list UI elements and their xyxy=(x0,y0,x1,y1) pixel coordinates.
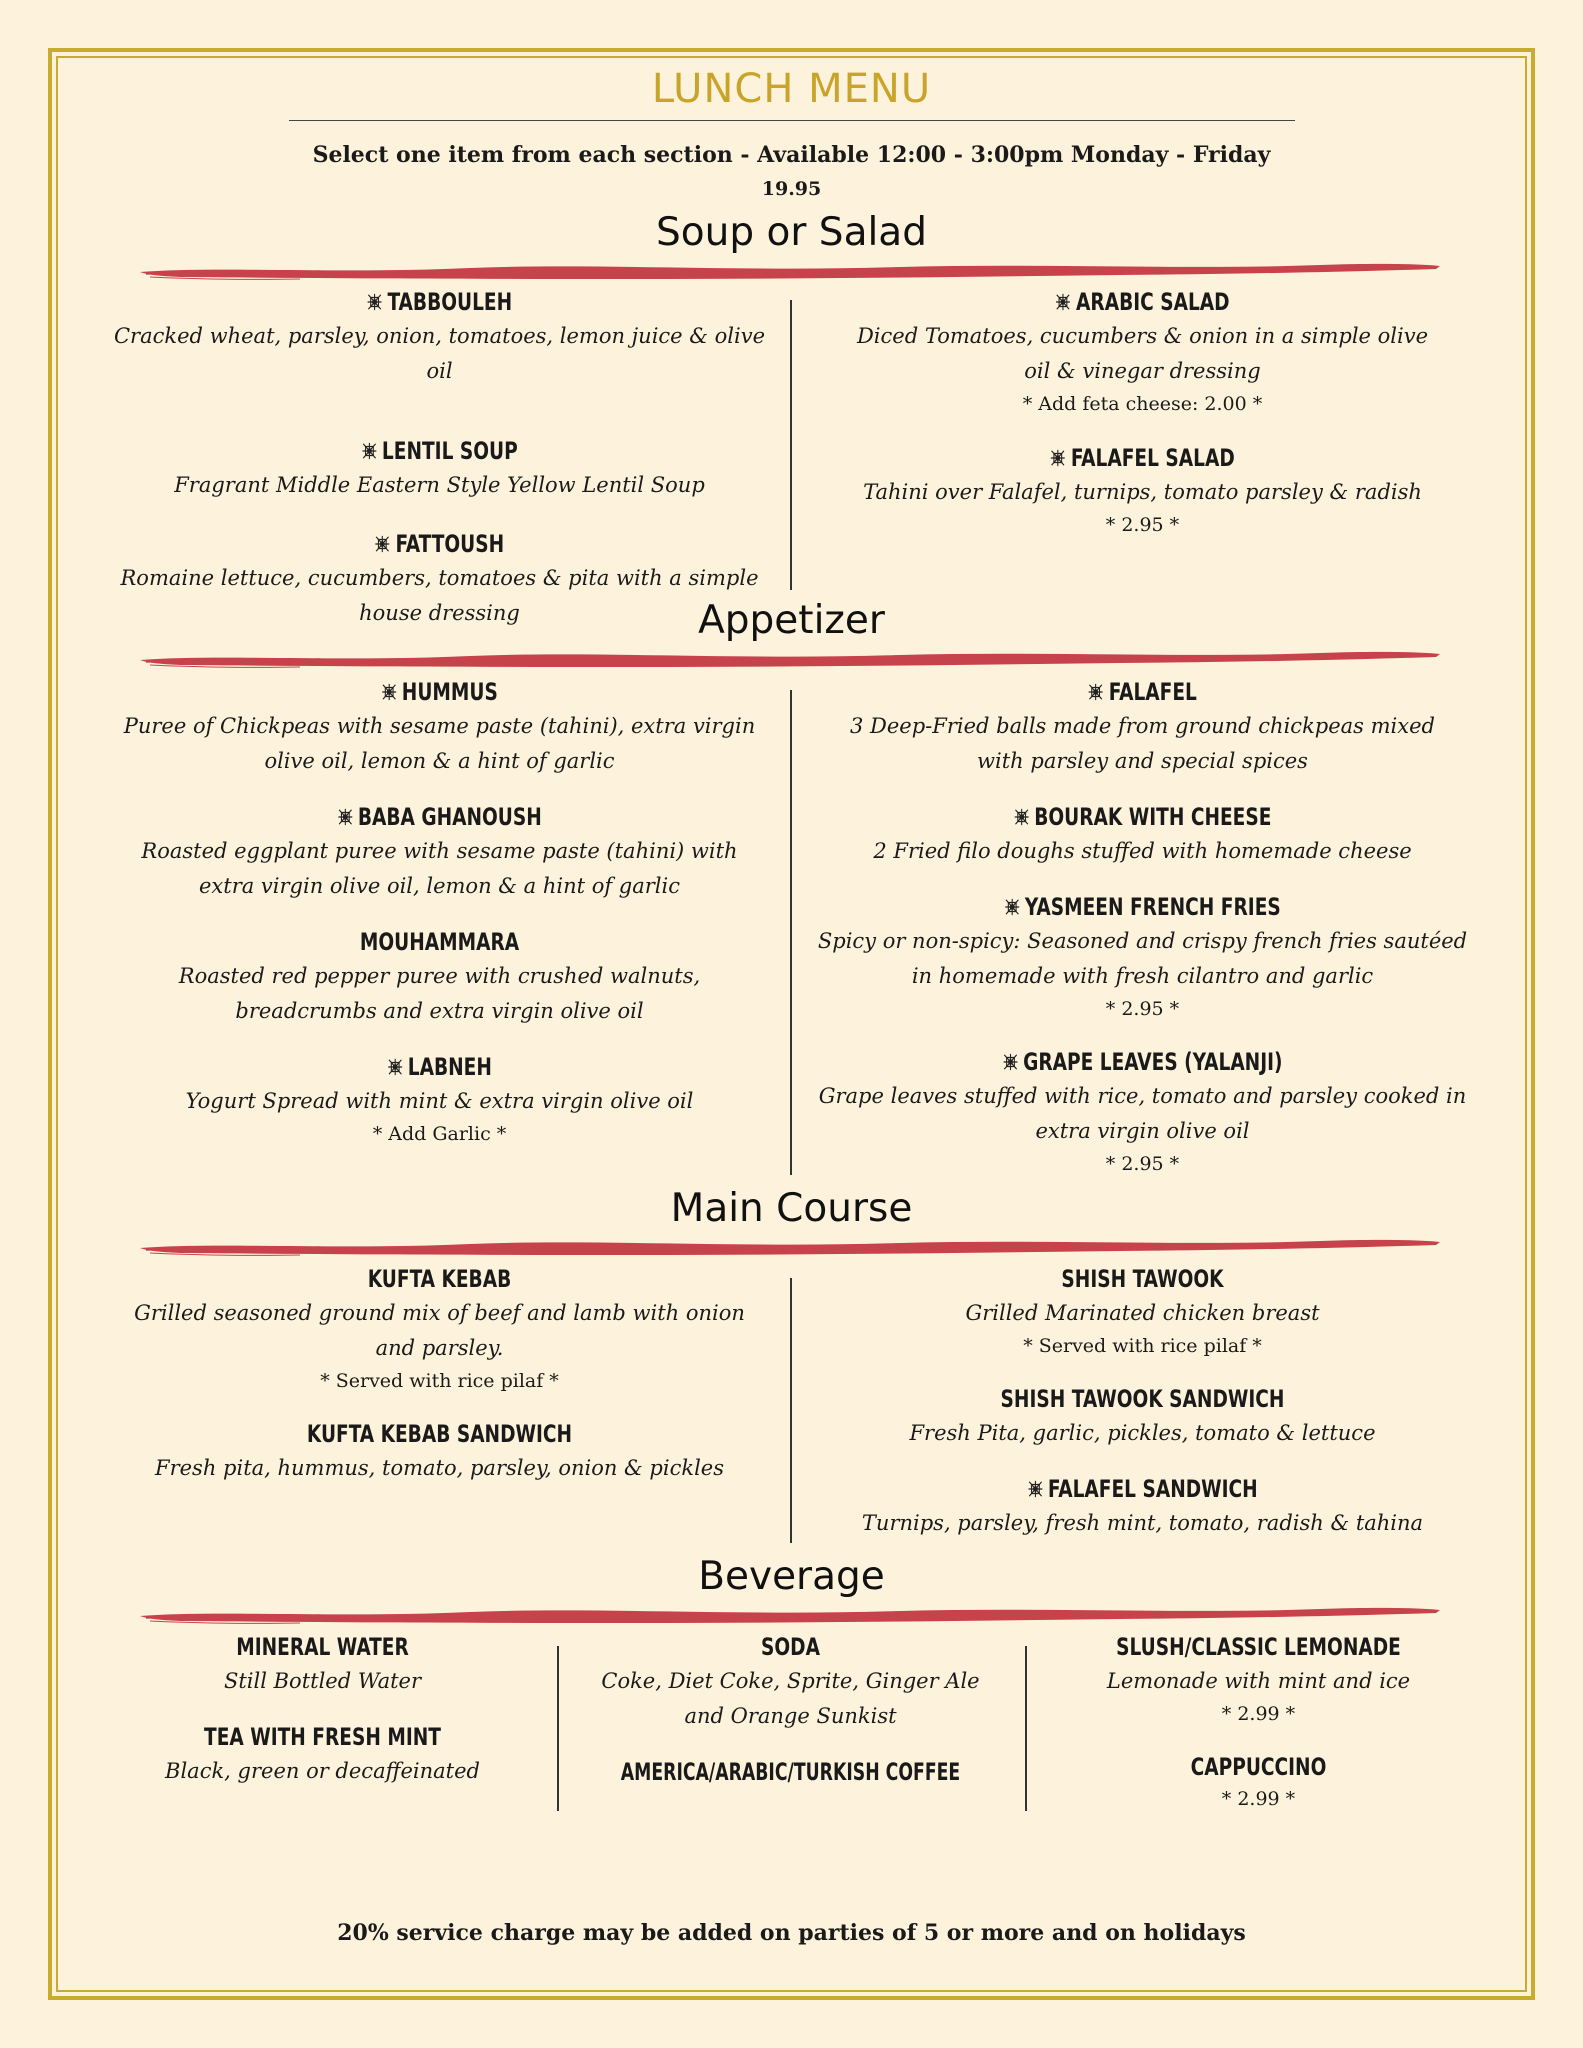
menu-item-cappuccino xyxy=(1046,1750,1471,1814)
ornament-star-icon xyxy=(1055,293,1070,311)
item-name: SLUSH/CLASSIC LEMONADE xyxy=(1116,1633,1401,1661)
appetizer-left-column xyxy=(112,675,767,1149)
section-title-appetizer: Appetizer xyxy=(698,598,885,643)
item-name: CAPPUCCINO xyxy=(1190,1753,1327,1781)
ornament-star-icon xyxy=(337,808,352,826)
item-name: KUFTA KEBAB xyxy=(367,1265,512,1293)
menu-item-falafel-salad xyxy=(815,441,1470,540)
item-note: * 2.99 * xyxy=(1221,1788,1296,1810)
page-title: LUNCH MENU xyxy=(651,66,932,112)
item-note: * 2.95 * xyxy=(1105,1153,1180,1175)
menu-item-soda xyxy=(578,1630,1003,1734)
item-description: Coke, Diet Coke, Sprite, Ginger Ale and Orange Sunkist xyxy=(601,1669,980,1728)
item-description: Turnips, parsley, fresh mint, tomato, radish & tahina xyxy=(861,1511,1424,1535)
item-description: 2 Fried filo doughs stuffed with homemade cheese xyxy=(873,839,1412,863)
menu-item-lemonade xyxy=(1046,1630,1471,1729)
item-name: FALAFEL xyxy=(1108,678,1197,706)
menu-item-arabic-salad xyxy=(815,285,1470,419)
item-name: SHISH TAWOOK xyxy=(1061,1265,1224,1293)
item-name: GRAPE LEAVES (YALANJI) xyxy=(1023,1048,1283,1076)
column-divider xyxy=(790,300,792,590)
section-title-beverage: Beverage xyxy=(698,1554,885,1599)
item-name: AMERICA/ARABIC/TURKISH COFFEE xyxy=(620,1758,961,1786)
menu-item-shish-tawook xyxy=(815,1262,1470,1361)
item-name: MOUHAMMARA xyxy=(359,928,520,956)
item-name: LABNEH xyxy=(407,1053,492,1081)
ornament-star-icon xyxy=(1002,1053,1017,1071)
soup-left-column xyxy=(112,285,767,631)
menu-item-bourak xyxy=(815,800,1470,869)
item-description: Still Bottled Water xyxy=(223,1669,422,1693)
item-description: Lemonade with mint and ice xyxy=(1106,1669,1411,1693)
beverage-right-column xyxy=(1046,1630,1471,1814)
title-divider xyxy=(289,120,1295,121)
brush-stroke-divider xyxy=(140,648,1440,670)
item-note: * Served with rice pilaf * xyxy=(1023,1335,1262,1357)
beverage-left-column xyxy=(110,1630,535,1789)
item-note: * 2.95 * xyxy=(1105,514,1180,536)
item-name: FALAFEL SANDWICH xyxy=(1047,1475,1258,1503)
menu-item-kufta-sandwich xyxy=(112,1417,767,1486)
item-name: LENTIL SOUP xyxy=(381,437,518,465)
item-note: * 2.99 * xyxy=(1221,1703,1296,1725)
item-name: BOURAK WITH CHEESE xyxy=(1034,803,1272,831)
item-description: Diced Tomatoes, cucumbers & onion in a simple olive oil & vinegar dressing xyxy=(856,324,1429,383)
ornament-star-icon xyxy=(361,442,376,460)
menu-item-kufta-kebab xyxy=(112,1262,767,1396)
section-title-main-course: Main Course xyxy=(670,1186,913,1231)
item-description: Yogurt Spread with mint & extra virgin olive oil xyxy=(185,1089,694,1113)
column-divider xyxy=(1025,1646,1027,1811)
item-name: BABA GHANOUSH xyxy=(357,803,542,831)
main-left-column xyxy=(112,1262,767,1486)
item-name: FALAFEL SALAD xyxy=(1070,444,1235,472)
item-name: MINERAL WATER xyxy=(236,1633,409,1661)
item-description: 3 Deep-Fried balls made from ground chickpeas mixed with parsley and special spices xyxy=(850,714,1435,773)
item-description: Grape leaves stuffed with rice, tomato and parsley cooked in extra virgin olive oil xyxy=(818,1084,1467,1143)
column-divider xyxy=(790,690,792,1175)
menu-price: 19.95 xyxy=(761,178,822,200)
menu-item-hummus xyxy=(112,675,767,779)
item-note: * Served with rice pilaf * xyxy=(320,1370,559,1392)
item-description: Roasted red pepper puree with crushed walnuts, breadcrumbs and extra virgin olive oil xyxy=(178,964,701,1023)
brush-stroke-divider xyxy=(140,1604,1440,1626)
item-description: Roasted eggplant puree with sesame paste (tahini) with extra virgin olive oil, lemon & a hint of garlic xyxy=(141,839,738,898)
column-divider xyxy=(557,1646,559,1811)
item-name: TEA WITH FRESH MINT xyxy=(204,1723,441,1751)
main-right-column xyxy=(815,1262,1470,1541)
ornament-star-icon xyxy=(1027,1480,1042,1498)
column-divider xyxy=(790,1278,792,1543)
ornament-star-icon xyxy=(1088,683,1103,701)
menu-item-mouhammara xyxy=(112,925,767,1029)
item-name: SHISH TAWOOK SANDWICH xyxy=(1000,1385,1285,1413)
item-description: Spicy or non-spicy: Seasoned and crispy french fries sautéed in homemade with fresh cilantro and garlic xyxy=(817,929,1468,988)
brush-stroke-divider xyxy=(140,1236,1440,1258)
item-description: Grilled seasoned ground mix of beef and lamb with onion and parsley. xyxy=(134,1301,745,1360)
menu-item-grape-leaves xyxy=(815,1045,1470,1179)
item-name: YASMEEN FRENCH FRIES xyxy=(1024,893,1281,921)
menu-item-lentil-soup xyxy=(112,434,767,503)
item-description: Cracked wheat, parsley, onion, tomatoes, lemon juice & olive oil xyxy=(113,324,766,383)
menu-item-shish-tawook-sandwich xyxy=(815,1382,1470,1451)
item-name: KUFTA KEBAB SANDWICH xyxy=(306,1420,573,1448)
item-note: * Add feta cheese: 2.00 * xyxy=(1022,393,1263,415)
menu-subtitle: Select one item from each section - Available 12:00 - 3:00pm Monday - Friday xyxy=(312,142,1271,168)
ornament-star-icon xyxy=(1004,898,1019,916)
item-description: Fresh pita, hummus, tomato, parsley, onion & pickles xyxy=(155,1456,724,1480)
menu-item-yasmeen-fries xyxy=(815,890,1470,1024)
appetizer-right-column xyxy=(815,675,1470,1179)
menu-item-mint-tea xyxy=(110,1720,535,1789)
menu-item-baba-ghanoush xyxy=(112,800,767,904)
ornament-star-icon xyxy=(1050,449,1065,467)
ornament-star-icon xyxy=(1014,808,1029,826)
brush-stroke-divider xyxy=(140,260,1440,282)
item-description: Fragrant Middle Eastern Style Yellow Lentil Soup xyxy=(174,473,705,497)
item-name: SODA xyxy=(761,1633,820,1661)
beverage-middle-column xyxy=(578,1630,1003,1789)
item-description: Grilled Marinated chicken breast xyxy=(965,1301,1320,1325)
ornament-star-icon xyxy=(381,683,396,701)
item-description: Tahini over Falafel, turnips, tomato parsley & radish xyxy=(863,480,1422,504)
menu-item-mineral-water xyxy=(110,1630,535,1699)
menu-item-falafel-sandwich xyxy=(815,1472,1470,1541)
menu-item-labneh xyxy=(112,1050,767,1149)
item-note: * 2.95 * xyxy=(1105,998,1180,1020)
item-description: Romaine lettuce, cucumbers, tomatoes & pita with a simple house dressing xyxy=(120,566,759,625)
item-name: FATTOUSH xyxy=(395,530,505,558)
item-name: ARABIC SALAD xyxy=(1076,288,1230,316)
menu-item-falafel xyxy=(815,675,1470,779)
ornament-star-icon xyxy=(387,1058,402,1076)
section-title-soup: Soup or Salad xyxy=(656,210,927,255)
ornament-star-icon xyxy=(375,535,390,553)
menu-item-coffee xyxy=(578,1755,1003,1789)
item-note: * Add Garlic * xyxy=(372,1123,507,1145)
item-name: HUMMUS xyxy=(401,678,498,706)
ornament-star-icon xyxy=(367,293,382,311)
service-charge-note: 20% service charge may be added on parties of 5 or more and on holidays xyxy=(337,1920,1246,1946)
item-name: TABBOULEH xyxy=(387,288,513,316)
item-description: Puree of Chickpeas with sesame paste (tahini), extra virgin olive oil, lemon & a hint of garlic xyxy=(123,714,756,773)
item-description: Black, green or decaffeinated xyxy=(165,1759,480,1783)
menu-item-tabbouleh xyxy=(112,285,767,389)
soup-right-column xyxy=(815,285,1470,540)
item-description: Fresh Pita, garlic, pickles, tomato & lettuce xyxy=(909,1421,1376,1445)
